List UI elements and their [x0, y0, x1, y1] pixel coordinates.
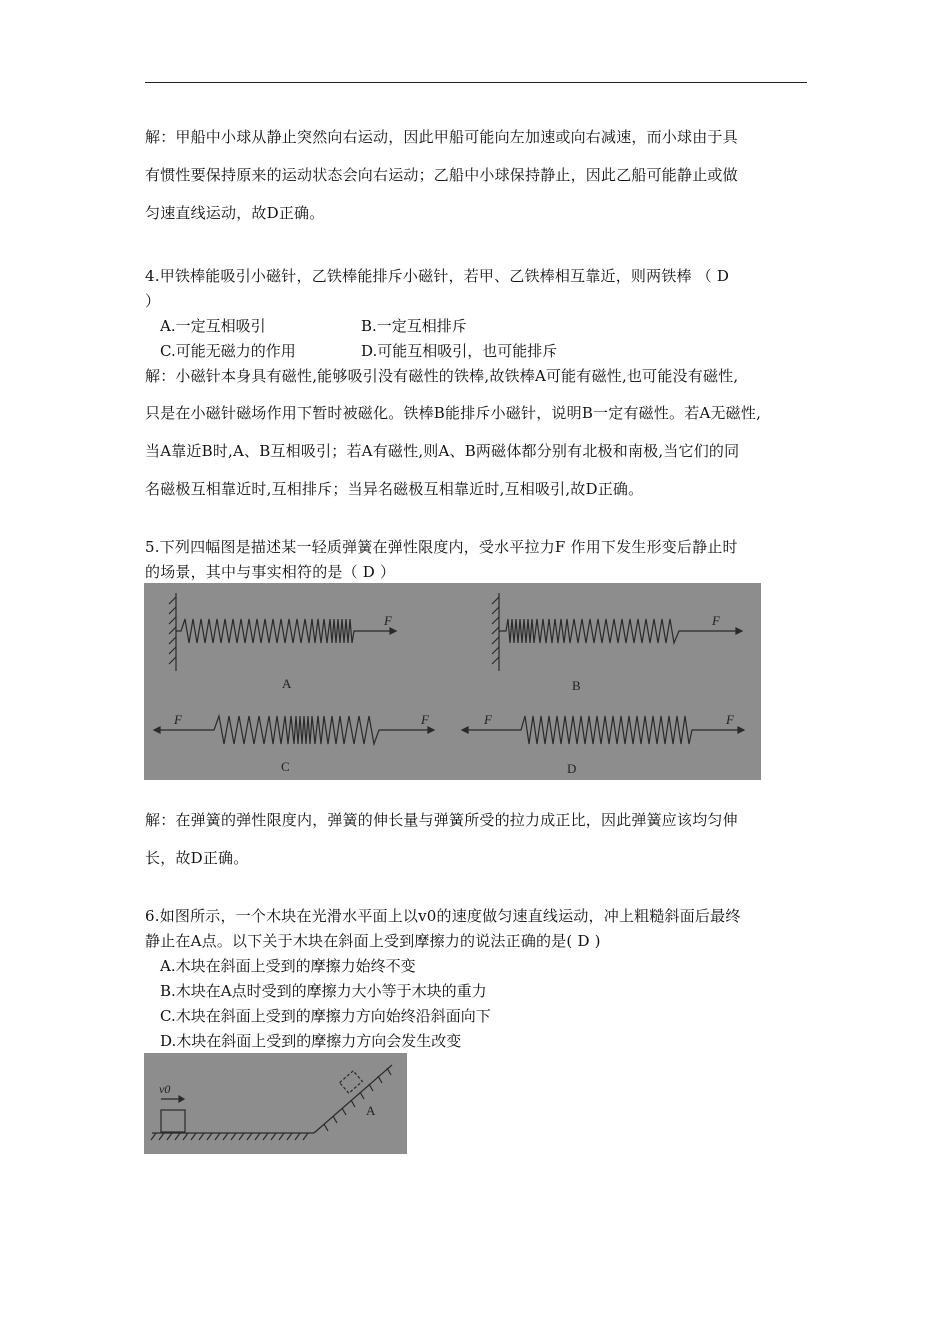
panel-d-label: D	[567, 761, 577, 776]
panel-a-spring	[176, 619, 359, 643]
q3-solution-line-2: 有惯性要保持原来的运动状态会向右运动；乙船中小球保持静止，因此乙船可能静止或做	[145, 166, 738, 184]
q6-option-c: C.木块在斜面上受到的摩擦力方向始终沿斜面向下	[160, 1007, 491, 1025]
panel-c-right-force-label: F	[421, 712, 429, 727]
q4-solution-line-1: 解：小磁针本身具有磁性,能够吸引没有磁性的铁棒,故铁棒A可能有磁性,也可能没有磁性,	[145, 367, 739, 385]
q5-stem-line-2: 的场景，其中与事实相符的是（ D ）	[145, 563, 396, 581]
q6-option-b: B.木块在A点时受到的摩擦力大小等于木块的重力	[160, 982, 487, 1000]
q6-option-a: A.木块在斜面上受到的摩擦力始终不变	[160, 957, 416, 975]
header-rule	[145, 82, 807, 83]
q6-stem-line-2: 静止在A点。以下关于木块在斜面上受到摩擦力的说法正确的是( D )	[145, 932, 601, 950]
q6-stem-line-1: 6.如图所示，一个木块在光滑水平面上以v0的速度做匀速直线运动，冲上粗糙斜面后最终	[145, 907, 741, 925]
q4-option-a: A.一定互相吸引	[160, 317, 266, 335]
wood-block	[161, 1110, 185, 1132]
q4-solution-line-4: 名磁极互相靠近时,互相排斥；当异名磁极互相靠近时,互相吸引,故D正确。	[145, 480, 644, 498]
q5-solution-line-2: 长，故D正确。	[145, 849, 249, 867]
q4-stem-line-1: 4.甲铁棒能吸引小磁针，乙铁棒能排斥小磁针，若甲、乙铁棒相互靠近，则两铁棒 （ D	[145, 267, 730, 285]
incline-line	[314, 1065, 392, 1133]
q4-option-b: B.一定互相排斥	[361, 317, 467, 335]
q6-option-d: D.木块在斜面上受到的摩擦力方向会发生改变	[160, 1032, 462, 1050]
q5-stem-line-1: 5.下列四幅图是描述某一轻质弹簧在弹性限度内，受水平拉力F 作用下发生形变后静止时	[145, 538, 738, 556]
point-a-label: A	[366, 1103, 376, 1118]
panel-c-label: C	[281, 759, 290, 774]
q3-solution-line-3: 匀速直线运动，故D正确。	[145, 204, 325, 222]
spring-diagram	[144, 583, 761, 780]
q4-solution-line-3: 当A靠近B时,A、B互相吸引；若A有磁性,则A、B两磁体都分别有北极和南极,当它们的同	[145, 442, 740, 460]
panel-c-spring	[208, 716, 384, 744]
panel-d-spring	[516, 716, 697, 744]
panel-c-left-force-label: F	[174, 712, 182, 727]
spring-figure	[144, 583, 761, 780]
panel-a-label: A	[282, 676, 292, 691]
velocity-label: v0	[159, 1082, 171, 1096]
q4-option-c: C.可能无磁力的作用	[160, 342, 296, 360]
incline-figure	[144, 1053, 407, 1154]
incline-diagram	[144, 1053, 407, 1154]
q4-stem-line-2: ）	[145, 292, 161, 310]
panel-a-force-label: F	[384, 613, 392, 628]
q3-solution-line-1: 解：甲船中小球从静止突然向右运动，因此甲船可能向左加速或向右减速，而小球由于具	[145, 128, 738, 146]
q4-option-d: D.可能互相吸引，也可能排斥	[361, 342, 558, 360]
panel-d-left-force-label: F	[484, 712, 492, 727]
q4-solution-line-2: 只是在小磁针磁场作用下暂时被磁化。铁棒B能排斥小磁针，说明B一定有磁性。若A无磁性,	[145, 404, 762, 422]
panel-d-right-force-label: F	[726, 712, 734, 727]
panel-b-force-label: F	[712, 613, 720, 628]
panel-b-label: B	[572, 678, 581, 693]
block-at-a-dashed	[340, 1071, 363, 1093]
q5-solution-line-1: 解：在弹簧的弹性限度内，弹簧的伸长量与弹簧所受的拉力成正比，因此弹簧应该均匀伸	[145, 811, 738, 829]
panel-b-spring	[499, 619, 685, 643]
